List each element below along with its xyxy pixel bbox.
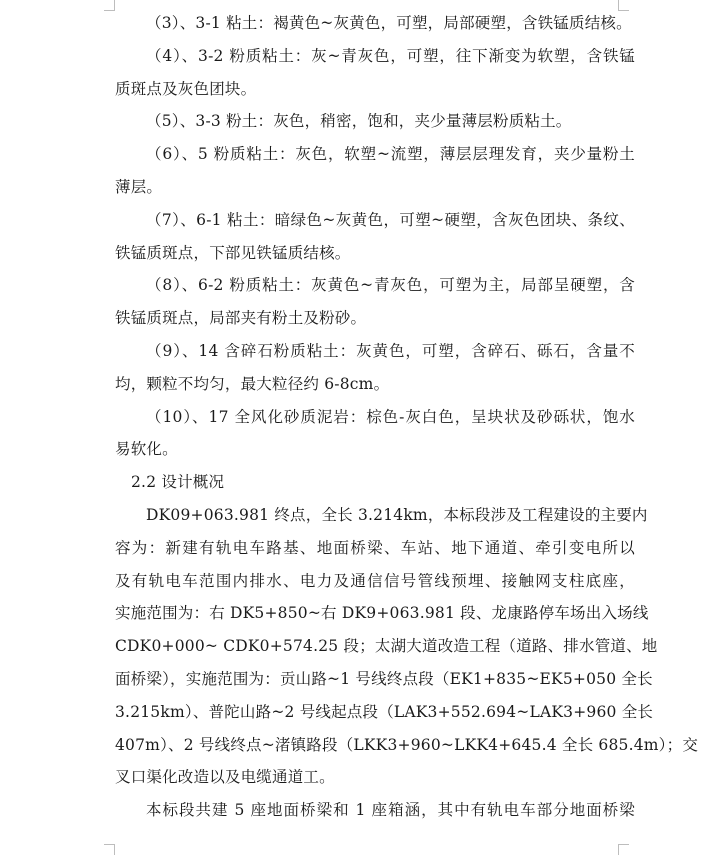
paragraph-line: 铁锰质斑点，局部夹有粉土及粉砂。 (115, 309, 367, 328)
paragraph-line: 易软化。 (115, 440, 178, 459)
paragraph-line: 3.215km）、普陀山路~2 号线起点段（LAK3+552.694~LAK3+960 全长 (115, 702, 654, 721)
paragraph-line: 均，颗粒不均匀，最大粒径约 6-8cm。 (115, 374, 390, 393)
paragraph-line: 叉口渠化改造以及电缆通道工。 (115, 768, 335, 787)
paragraph-line: （10）、17 全风化砂质泥岩：棕色-灰白色，呈块状及砂砾状，饱水 (146, 407, 635, 426)
paragraph-line: （9）、14 含碎石粉质粘土：灰黄色，可塑，含碎石、砾石，含量不 (146, 341, 635, 360)
paragraph-line: DK09+063.981 终点，全长 3.214km，本标段涉及工程建设的主要内 (146, 505, 648, 524)
paragraph-line: （6）、5 粉质粘土：灰色，软塑~流塑，薄层层理发育，夹少量粉土 (146, 145, 635, 164)
paragraph-line: （8）、6-2 粉质粘土：灰黄色~青灰色，可塑为主，局部呈硬塑，含 (146, 276, 635, 295)
crop-mark-bottom-left (104, 844, 115, 855)
paragraph-line: 407m）、2 号线终点~渚镇路段（LKK3+960~LKK4+645.4 全长 685.4m）；交 (115, 735, 699, 754)
document-body (115, 7, 699, 827)
paragraph-line: （4）、3-2 粉质粘土：灰~青灰色，可塑，往下渐变为软塑，含铁锰 (146, 46, 635, 65)
paragraph-line: 及有轨电车范围内排水、电力及通信信号管线预埋、接触网支柱底座， (115, 571, 635, 590)
paragraph-line: 实施范围为：右 DK5+850~右 DK9+063.981 段、龙康路停车场出入场线 (115, 604, 649, 623)
paragraph-line: CDK0+000~ CDK0+574.25 段；太湖大道改造工程（道路、排水管道、地 (115, 637, 658, 656)
paragraph-line: 容为：新建有轨电车路基、地面桥梁、车站、地下通道、牵引变电所以 (115, 538, 635, 557)
crop-mark-top-left (104, 0, 115, 11)
paragraph-line: 铁锰质斑点，下部见铁锰质结核。 (115, 243, 351, 262)
paragraph-line: 面桥梁），实施范围为：贡山路~1 号线终点段（EK1+835~EK5+050 全长 (115, 669, 653, 688)
section-heading: 2.2 设计概况 (131, 473, 225, 492)
crop-mark-bottom-right (618, 844, 629, 855)
paragraph-line: （5）、3-3 粉土：灰色，稍密，饱和，夹少量薄层粉质粘土。 (146, 112, 572, 131)
paragraph-line: （7）、6-1 粘土：暗绿色~灰黄色，可塑~硬塑，含灰色团块、条纹、 (146, 210, 635, 229)
paragraph-line: 质斑点及灰色团块。 (115, 79, 257, 98)
paragraph-line: （3）、3-1 粘土：褐黄色~灰黄色，可塑，局部硬塑，含铁锰质结核。 (146, 14, 632, 32)
paragraph-line: 本标段共建 5 座地面桥梁和 1 座箱涵，其中有轨电车部分地面桥梁 (146, 801, 635, 820)
paragraph-line: 薄层。 (115, 177, 163, 196)
